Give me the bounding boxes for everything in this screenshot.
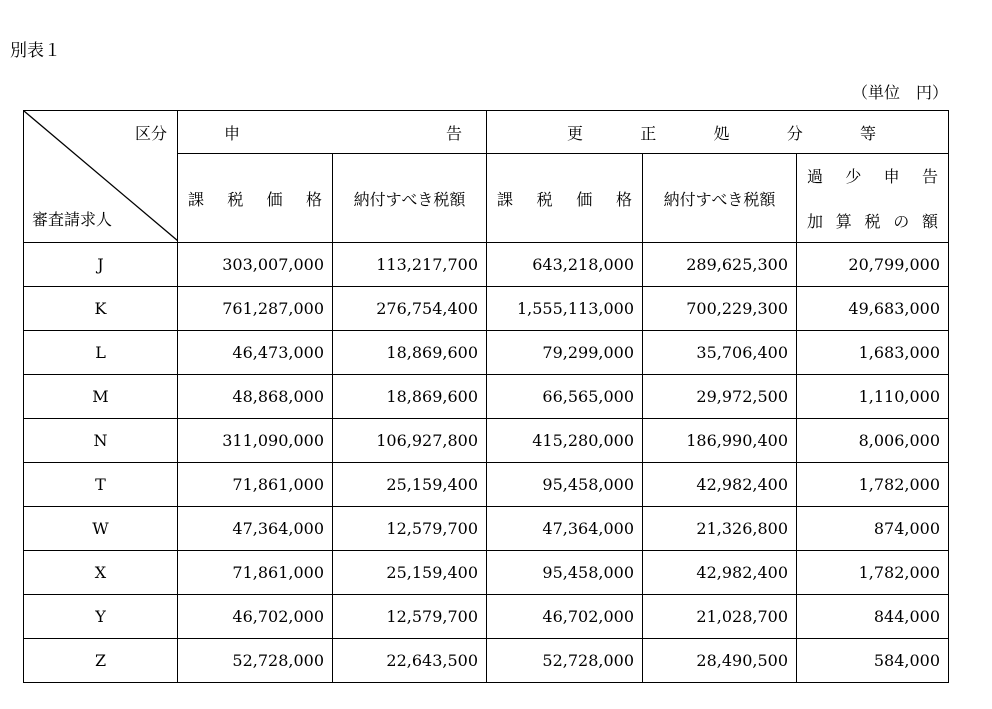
table-cell: 49,683,000 <box>797 287 949 331</box>
table-cell: 95,458,000 <box>487 551 643 595</box>
table-cell: 12,579,700 <box>333 595 487 639</box>
table-cell: 276,754,400 <box>333 287 487 331</box>
table-cell: 46,702,000 <box>487 595 643 639</box>
table-cell: 25,159,400 <box>333 551 487 595</box>
header-corner-cell <box>24 111 178 243</box>
table-cell: 52,728,000 <box>178 639 333 683</box>
header-row-1 <box>24 111 949 154</box>
table-row <box>24 243 949 287</box>
document-title: 別表１ <box>10 41 61 61</box>
col-header-decl-tax-due: 納付すべき税額 <box>333 154 487 243</box>
table-cell: 29,972,500 <box>643 375 797 419</box>
table-cell: 415,280,000 <box>487 419 643 463</box>
table-cell: 25,159,400 <box>333 463 487 507</box>
table-cell: 46,473,000 <box>178 331 333 375</box>
table-cell: 106,927,800 <box>333 419 487 463</box>
tax-table <box>23 110 949 683</box>
table-cell: 21,028,700 <box>643 595 797 639</box>
table-cell: 584,000 <box>797 639 949 683</box>
col-header-decl-taxable-value: 課 税 価 格 <box>178 154 333 243</box>
table-cell: 28,490,500 <box>643 639 797 683</box>
table-row <box>24 419 949 463</box>
col-header-penalty-tax: 過 少 申 告 加 算 税 の 額 <box>797 154 949 243</box>
table-cell: 1,782,000 <box>797 463 949 507</box>
table-cell: 1,782,000 <box>797 551 949 595</box>
requester-name: X <box>24 551 178 595</box>
table-cell: 95,458,000 <box>487 463 643 507</box>
col-header-corr-tax-due: 納付すべき税額 <box>643 154 797 243</box>
table-cell: 1,555,113,000 <box>487 287 643 331</box>
table-cell: 66,565,000 <box>487 375 643 419</box>
table-cell: 18,869,600 <box>333 375 487 419</box>
table-cell: 8,006,000 <box>797 419 949 463</box>
kubun-label: 区分 <box>134 124 167 143</box>
table-row <box>24 507 949 551</box>
table-row <box>24 375 949 419</box>
requester-name: J <box>24 243 178 287</box>
declaration-header: 申 告 <box>178 111 487 154</box>
table-cell: 52,728,000 <box>487 639 643 683</box>
table-row <box>24 331 949 375</box>
table-cell: 79,299,000 <box>487 331 643 375</box>
table-cell: 47,364,000 <box>487 507 643 551</box>
requester-name: K <box>24 287 178 331</box>
table-cell: 874,000 <box>797 507 949 551</box>
table-cell: 47,364,000 <box>178 507 333 551</box>
table-cell: 1,683,000 <box>797 331 949 375</box>
table-cell: 71,861,000 <box>178 551 333 595</box>
table-cell: 18,869,600 <box>333 331 487 375</box>
table-cell: 186,990,400 <box>643 419 797 463</box>
requester-name: Z <box>24 639 178 683</box>
table-cell: 761,287,000 <box>178 287 333 331</box>
table-cell: 643,218,000 <box>487 243 643 287</box>
table-row <box>24 595 949 639</box>
table-row <box>24 287 949 331</box>
requester-label: 審査請求人 <box>32 210 113 229</box>
table-cell: 303,007,000 <box>178 243 333 287</box>
table-row <box>24 639 949 683</box>
table-cell: 71,861,000 <box>178 463 333 507</box>
table-row <box>24 463 949 507</box>
table-cell: 42,982,400 <box>643 463 797 507</box>
requester-name: M <box>24 375 178 419</box>
table-cell: 20,799,000 <box>797 243 949 287</box>
table-cell: 844,000 <box>797 595 949 639</box>
unit-label: （単位 円） <box>852 83 949 102</box>
table-cell: 700,229,300 <box>643 287 797 331</box>
table-cell: 22,643,500 <box>333 639 487 683</box>
requester-name: L <box>24 331 178 375</box>
table-cell: 42,982,400 <box>643 551 797 595</box>
requester-name: T <box>24 463 178 507</box>
table-cell: 46,702,000 <box>178 595 333 639</box>
requester-name: W <box>24 507 178 551</box>
table-cell: 311,090,000 <box>178 419 333 463</box>
requester-name: N <box>24 419 178 463</box>
requester-name: Y <box>24 595 178 639</box>
table-row <box>24 551 949 595</box>
col-header-corr-taxable-value: 課 税 価 格 <box>487 154 643 243</box>
table-cell: 1,110,000 <box>797 375 949 419</box>
table-cell: 48,868,000 <box>178 375 333 419</box>
correction-header: 更 正 処 分 等 <box>487 111 949 154</box>
table-cell: 289,625,300 <box>643 243 797 287</box>
table-cell: 113,217,700 <box>333 243 487 287</box>
table-cell: 21,326,800 <box>643 507 797 551</box>
table-cell: 35,706,400 <box>643 331 797 375</box>
table-cell: 12,579,700 <box>333 507 487 551</box>
